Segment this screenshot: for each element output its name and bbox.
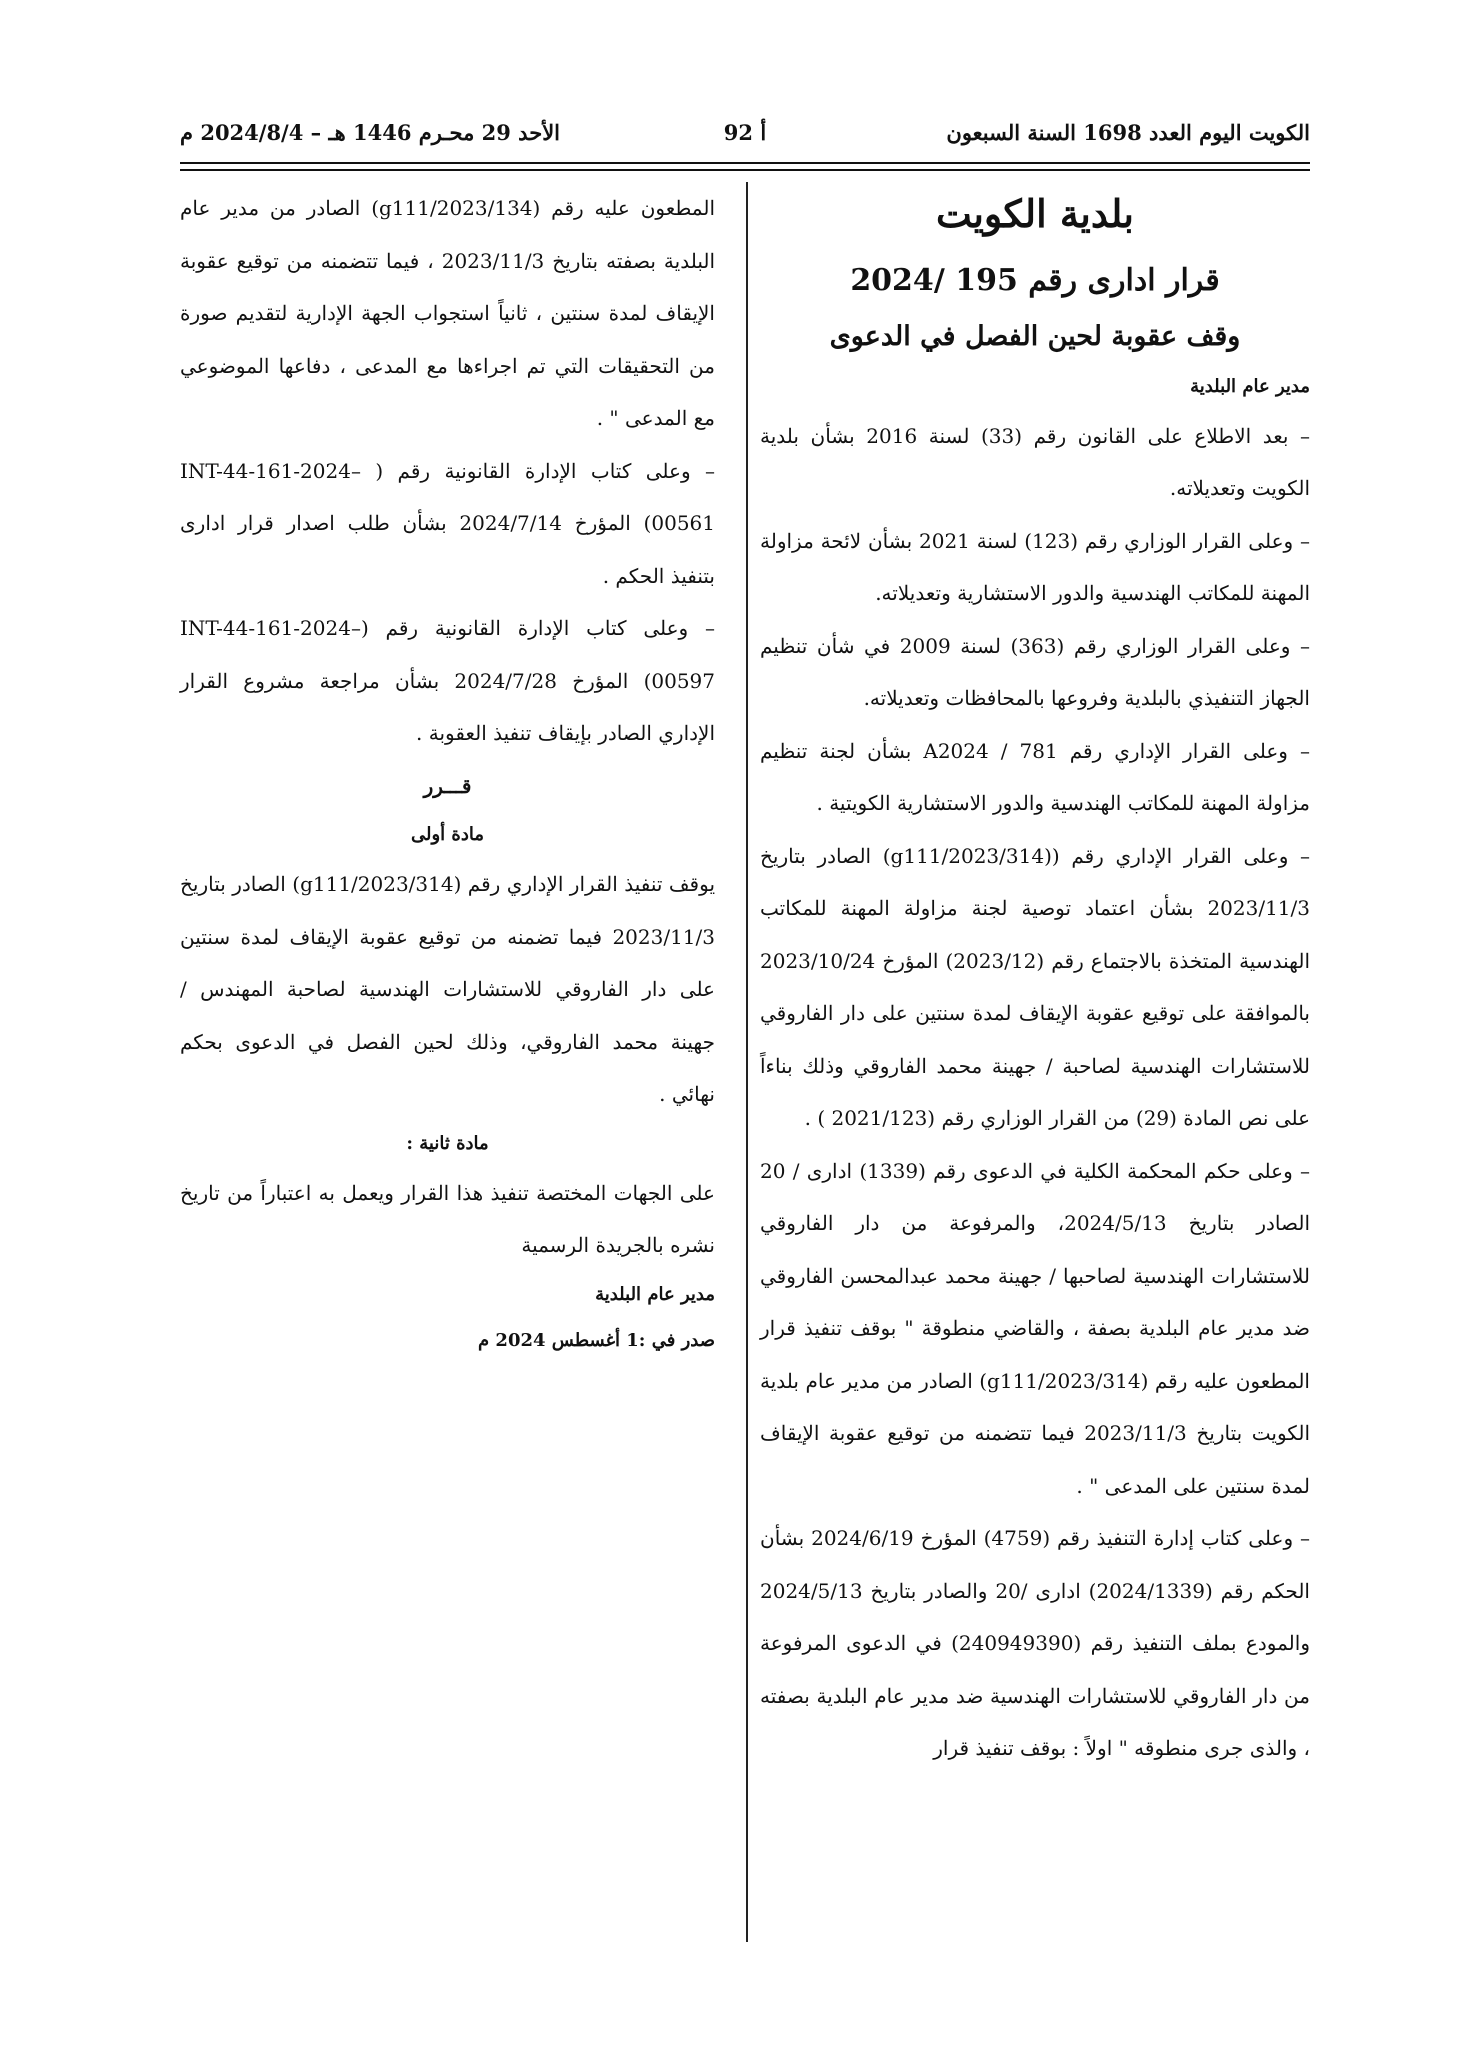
header-page-number: أ 92 [723,120,767,145]
preamble-paragraph: المطعون عليه رقم (g111/2023/134) الصادر من مدير عام البلدية بصفته بتاريخ 2023/11/3 ، فيما تتضمنه من توقيع عقوبة الإيقاف لمدة سنتين ، ثانياً استجواب الجهة الإدارية لتقديم صورة من التحقيقات التي تم اجراءها مع المدعى ، دفاعها الموضوعي مع المدعى " . [180,196,716,430]
preamble-paragraph: – وعلى القرار الإداري رقم ((g111/2023/314) الصادر بتاريخ 2023/11/3 بشأن اعتماد توصية لجنة مزاولة المهنة للمكاتب الهندسية المتخذة بالاجتماع رقم (2023/12) المؤرخ 2023/10/24 بالموافقة على توقيع عقوبة الإيقاف لمدة سنتين على دار الفاروقي للاستشارات الهندسية لصاحبة / جهينة محمد الفاروقي وذلك بناءاً على نص المادة (29) من القرار الوزاري رقم (2021/123 ) . [760,843,1311,1130]
header-rule-top [180,162,1310,164]
header-rule-bottom [180,169,1310,171]
document-title: بلدية الكويت [936,191,1134,236]
decided-heading: قـــرر [423,773,472,798]
header-date: الأحد 29 محـرم 1446 هـ – 2024/8/4 م [180,120,561,145]
preamble-paragraph: – وعلى كتاب إدارة التنفيذ رقم (4759) المؤرخ 2024/6/19 بشأن الحكم رقم (2024/1339) اداری /20 والصادر بتاريخ 2024/5/13 والمودع بملف التنفيذ رقم (240949390) في الدعوى المرفوعة من دار الفاروقي للاستشارات الهندسية ضد مدير عام البلدية بصفته ، والذى جرى منطوقه " اولاً : بوقف تنفيذ قرار [760,1526,1311,1760]
preamble-paragraph: – وعلى حكم المحكمة الكلية في الدعوى رقم (1339) اداری / 20 الصادر بتاريخ 2024/5/13، والمرفوعة من دار الفاروقي للاستشارات الهندسية لصاحبها / جهينة محمد عبدالمحسن الفاروقي ضد مدير عام البلدية بصفة ، والقاضي منطوقة " بوقف تنفيذ قرار المطعون عليه رقم (g111/2023/314) الصادر من مدير عام بلدية الكويت بتاريخ 2023/11/3 فيما تتضمنه من توقيع عقوبة الإيقاف لمدة سنتين على المدعى " . [760,1158,1310,1498]
column-divider [746,182,748,1942]
preamble-paragraph: – بعد الاطلاع على القانون رقم (33) لسنة 2016 بشأن بلدية الكويت وتعديلاته. [760,423,1310,500]
decision-number: قرار اداری رقم 195 /2024 [850,262,1220,298]
header-issue: الكويت اليوم العدد 1698 السنة السبعون [946,120,1310,145]
article-1-title: مادة أولى [410,824,485,845]
article-2-text: على الجهات المختصة تنفيذ هذا القرار ويعمل به اعتباراً من تاريخ نشره بالجريدة الرسمية [180,1180,715,1257]
preamble-paragraph: – وعلى كتاب الإدارة القانونية رقم ( –INT-44-161-2024 00561) المؤرخ 2024/7/14 بشأن طلب اصدار قرار اداری بتنفيذ الحكم . [180,458,715,588]
page-header [180,120,1310,160]
left-column [180,182,715,1364]
issue-date: صدر في :1 أغسطس 2024 م [478,1329,715,1351]
issuer-label: مدير عام البلدية [1190,375,1310,397]
signature: مدير عام البلدية [595,1283,715,1305]
preamble-paragraph: – وعلى القرار الإداري رقم 781 / A2024 بشأن لجنة تنظيم مزاولة المهنة للمكاتب الهندسية والدور الاستشارية الكويتية . [760,738,1310,815]
decision-subject: وقف عقوبة لحين الفصل في الدعوى [829,321,1241,352]
article-2-title: مادة ثانية : [406,1132,489,1154]
preamble-paragraph: – وعلى كتاب الإدارة القانونية رقم (–INT-44-161-2024 00597) المؤرخ 2024/7/28 بشأن مراجعة مشروع القرار الإداري الصادر بإيقاف تنفيذ العقوبة . [180,616,715,745]
preamble-paragraph: – وعلى القرار الوزاري رقم (363) لسنة 2009 في شأن تنظيم الجهاز التنفيذي بالبلدية وفروعها بالمحافظات وتعديلاته. [760,633,1310,710]
preamble-paragraph: – وعلى القرار الوزاري رقم (123) لسنة 2021 بشأن لائحة مزاولة المهنة للمكاتب الهندسية والدور الاستشارية وتعديلاته. [760,528,1310,605]
right-column [760,182,1310,1775]
article-1-text: يوقف تنفيذ القرار الإداري رقم (g111/2023/314) الصادر بتاريخ 2023/11/3 فيما تضمنه من توقيع عقوبة الإيقاف لمدة سنتين على دار الفاروقي للاستشارات الهندسية لصاحبة المهندس / جهينة محمد الفاروقي، وذلك لحين الفصل في الدعوى بحكم نهائي . [180,872,716,1106]
